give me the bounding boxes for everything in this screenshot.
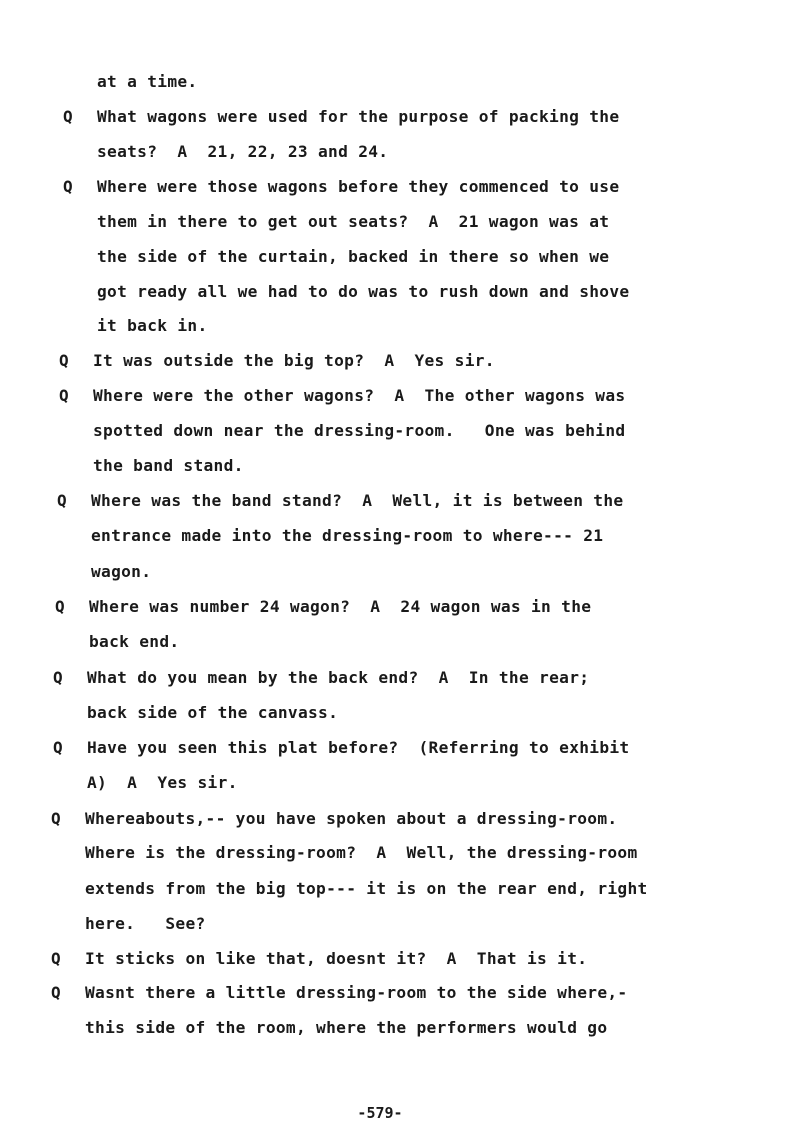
transcript-line: Have you seen this plat before? (Referring to exhibit — [87, 738, 630, 757]
transcript-line: back side of the canvass. — [87, 703, 339, 722]
transcript-line: this side of the room, where the performers would go — [85, 1018, 608, 1037]
transcript-line: here. See? — [85, 914, 206, 933]
question-marker: Q — [51, 983, 61, 1002]
transcript-line: It was outside the big top? A Yes sir. — [93, 351, 495, 370]
transcript-line: Where were those wagons before they commenced to use — [97, 177, 620, 196]
transcript-line: Whereabouts,-- you have spoken about a dressing-room. — [85, 809, 618, 828]
transcript-line: Wasnt there a little dressing-room to the side where,- — [85, 983, 628, 1002]
transcript-line: them in there to get out seats? A 21 wagon was at — [97, 212, 610, 231]
question-marker: Q — [51, 809, 61, 828]
question-marker: Q — [53, 668, 63, 687]
transcript-line: extends from the big top--- it is on the rear end, right — [85, 879, 648, 898]
transcript-line: What wagons were used for the purpose of packing the — [97, 107, 620, 126]
question-marker: Q — [53, 738, 63, 757]
question-marker: Q — [51, 949, 61, 968]
question-marker: Q — [59, 386, 69, 405]
transcript-line: spotted down near the dressing-room. One was behind — [93, 421, 626, 440]
transcript-line: entrance made into the dressing-room to where--- 21 — [91, 526, 604, 545]
question-marker: Q — [55, 597, 65, 616]
question-marker: Q — [63, 177, 73, 196]
transcript-line: A) A Yes sir. — [87, 773, 238, 792]
transcript-line: the band stand. — [93, 456, 244, 475]
transcript-line: Where were the other wagons? A The other wagons was — [93, 386, 626, 405]
transcript-line: got ready all we had to do was to rush down and shove — [97, 282, 630, 301]
transcript-line: seats? A 21, 22, 23 and 24. — [97, 142, 389, 161]
transcript-line: back end. — [89, 632, 180, 651]
transcript-line: Where was number 24 wagon? A 24 wagon was in the — [89, 597, 592, 616]
question-marker: Q — [57, 491, 67, 510]
transcript-line: Where was the band stand? A Well, it is between the — [91, 491, 624, 510]
transcript-line: at a time. — [97, 72, 198, 91]
question-marker: Q — [59, 351, 69, 370]
transcript-line: Where is the dressing-room? A Well, the dressing-room — [85, 843, 638, 862]
transcript-line: it back in. — [97, 316, 208, 335]
transcript-line: the side of the curtain, backed in there so when we — [97, 247, 610, 266]
transcript-line: wagon. — [91, 562, 152, 581]
question-marker: Q — [63, 107, 73, 126]
page-number: -579- — [357, 1104, 403, 1122]
transcript-line: What do you mean by the back end? A In the rear; — [87, 668, 590, 687]
transcript-line: It sticks on like that, doesnt it? A That is it. — [85, 949, 588, 968]
